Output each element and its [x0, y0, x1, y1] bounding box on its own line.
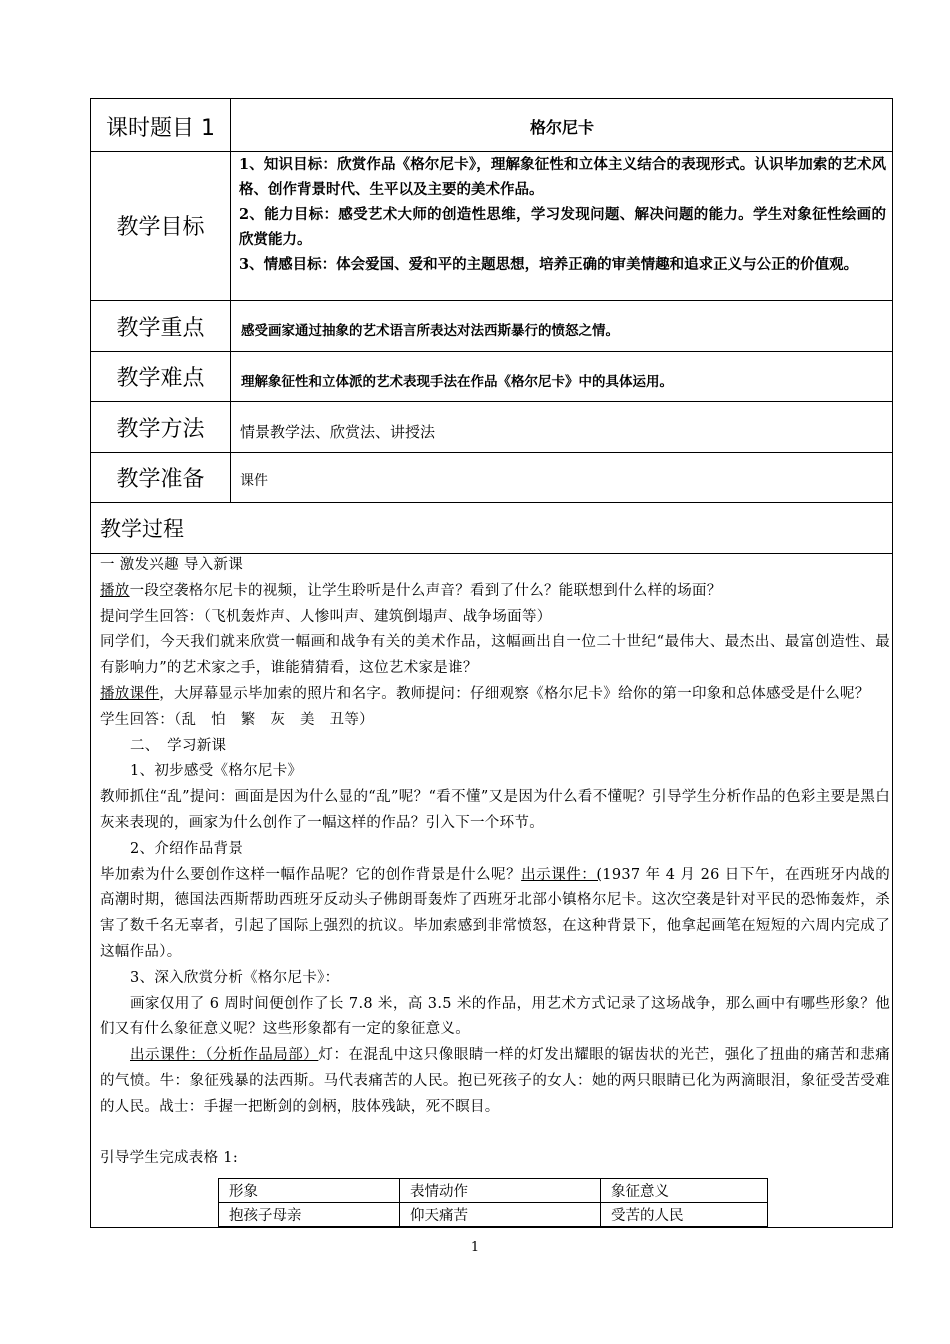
row-divider [91, 502, 892, 503]
section-1-heading: 一 激发兴趣 导入新课 [100, 557, 244, 573]
paragraph: 提问学生回答：（飞机轰炸声、人惨叫声、建筑倒塌声、战争场面等） [100, 608, 552, 625]
symbolism-table [218, 1178, 768, 1227]
preparation-label: 教学准备 [116, 467, 205, 492]
table-row [219, 1203, 768, 1227]
paragraph-text: 毕加索为什么要创作这样一幅作品呢？它的创作背景是什么呢？ [100, 866, 522, 883]
paragraph [100, 682, 890, 708]
paragraph: 引导学生完成表格 1: [100, 1150, 239, 1167]
underlined-text: 出示课件：( [521, 866, 603, 883]
difficulty-text: 理解象征性和立体派的艺术表现手法在作品《格尔尼卡》中的具体运用。 [241, 374, 673, 390]
table-header-cell: 象征意义 [601, 1179, 768, 1203]
objective-knowledge: 1、知识目标：欣赏作品《格尔尼卡》，理解象征性和立体主义结合的表现形式。认识毕加索的艺术风格、创作背景时代、生平以及主要的美术作品。 [239, 156, 886, 198]
paragraph: 同学们，今天我们就来欣赏一幅画和战争有关的美术作品，这幅画出自一位二十世纪“最伟大、最杰出、最富创造性、最有影响力”的艺术家之手，谁能猜猜看，这位艺术家是谁？ [100, 634, 890, 677]
row-divider [91, 351, 892, 352]
row-divider [91, 401, 892, 402]
table-header-cell: 形象 [219, 1179, 400, 1203]
table-cell: 抱孩子母亲 [219, 1203, 400, 1227]
underlined-text: 出示课件：（分析作品局部） [130, 1047, 319, 1064]
process-title: 教学过程 [100, 517, 184, 541]
objectives-label: 教学目标 [116, 215, 205, 240]
subsection-heading: 3、深入欣赏分析《格尔尼卡》： [130, 969, 340, 986]
paragraph: 画家仅用了 6 周时间便创作了长 7.8 米，高 3.5 米的作品，用艺术方式记录了这场战争，那么画中有哪些形象？他们又有什么象征意义呢？这些形象都有一定的象征意义。 [100, 995, 890, 1038]
column-divider [230, 99, 231, 502]
paragraph: 学生回答：（乱 怕 繁 灰 美 丑等） [100, 711, 374, 728]
subsection-heading: 2、介绍作品背景 [130, 840, 244, 857]
row-divider [91, 452, 892, 453]
paragraph-text: 1937 年 4 月 26 日下午，在西班牙内战的高潮时期，德国法西斯帮助西班牙反动头子佛朗哥轰炸了西班牙北部小镇格尔尼卡。这次空袭是针对平民的恐怖轰炸，杀害了数千名无辜者，引起了国际上强烈的抗议。毕加索感到非常愤怒，在这种背景下，他拿起画笔在短短的六周内完成了这幅作品）。 [100, 866, 890, 960]
method-label: 教学方法 [116, 417, 205, 442]
section-2-heading: 二、 学习新课 [130, 737, 227, 754]
underlined-text: 播放 [100, 582, 130, 599]
objective-emotion: 3、情感目标：体会爱国、爱和平的主题思想，培养正确的审美情趣和追求正义与公正的价值观。 [239, 256, 859, 273]
paragraph [100, 579, 890, 605]
table-cell: 受苦的人民 [601, 1203, 768, 1227]
key-point-label: 教学重点 [116, 316, 205, 341]
preparation-text: 课件 [240, 473, 268, 489]
objectives-content [232, 152, 892, 277]
method-text: 情景教学法、欣赏法、讲授法 [240, 423, 436, 441]
objective-ability: 2、能力目标：感受艺术大师的创造性思维，学习发现问题、解决问题的能力。学生对象征性绘画的欣赏能力。 [239, 206, 886, 248]
lesson-plan-table [90, 98, 893, 1228]
paragraph-text: 一段空袭格尔尼卡的视频，让学生聆听是什么声音？看到了什么？能联想到什么样的场面？ [129, 582, 722, 599]
table-header-cell: 表情动作 [400, 1179, 601, 1203]
paragraph [100, 1043, 890, 1120]
paragraph: 教师抓住“乱”提问：画面是因为什么显的“乱”呢？“看不懂”又是因为什么看不懂呢？引导学生分析作品的色彩主要是黑白灰来表现的，画家为什么创作了一幅这样的作品？引入下一个环节。 [100, 789, 890, 831]
lesson-title-label: 课时题目 1 [106, 116, 215, 141]
paragraph [100, 863, 890, 966]
underlined-text: 播放课件 [100, 685, 160, 702]
blank-line [100, 1121, 890, 1147]
lesson-title: 格尔尼卡 [529, 118, 594, 137]
table-header-row [219, 1179, 768, 1203]
key-point-text: 感受画家通过抽象的艺术语言所表达对法西斯暴行的愤怒之情。 [241, 323, 619, 339]
row-divider [91, 300, 892, 301]
process-body [100, 553, 890, 1172]
difficulty-label: 教学难点 [116, 366, 205, 391]
subsection-heading: 1、初步感受《格尔尼卡》 [130, 763, 303, 780]
paragraph-text: 灯：在混乱中这只像眼睛一样的灯发出耀眼的锯齿状的光芒，强化了扭曲的痛苦和悲痛的气愤。牛：象征残暴的法西斯。马代表痛苦的人民。抱已死孩子的女人：她的两只眼睛已化为两滴眼泪，象征受苦受难的人民。战士：手握一把断剑的剑柄，肢体残缺，死不瞑目。 [100, 1047, 890, 1115]
page-number: 1 [470, 1240, 480, 1255]
table-cell: 仰天痛苦 [400, 1203, 601, 1227]
paragraph-text: ，大屏幕显示毕加索的照片和名字。教师提问：仔细观察《格尔尼卡》给你的第一印象和总体感受是什么呢？ [159, 685, 870, 702]
